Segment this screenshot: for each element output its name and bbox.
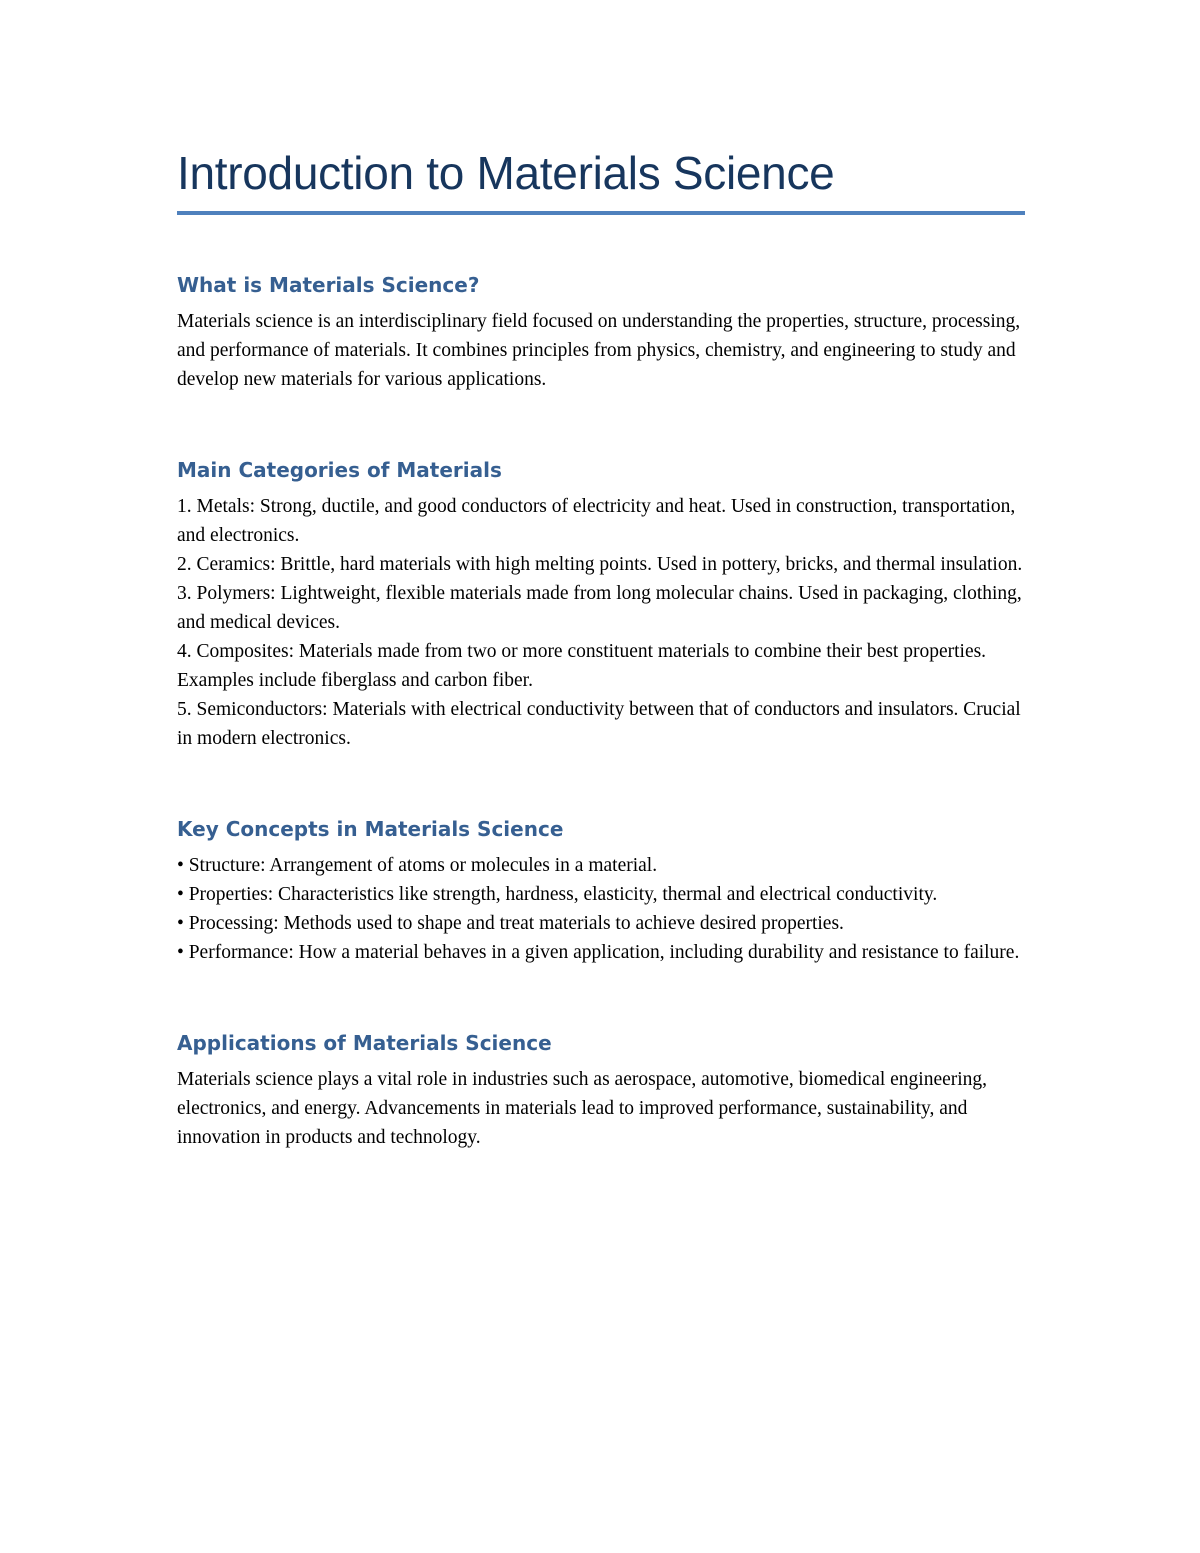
section-heading: Main Categories of Materials: [177, 458, 502, 482]
title-underline-rule: [177, 211, 1025, 215]
list-item: 2. Ceramics: Brittle, hard materials with high melting points. Used in pottery, bricks, and thermal insulation.: [177, 554, 1023, 575]
list-item: 1. Metals: Strong, ductile, and good conductors of electricity and heat. Used in construction, transportation, and electronics.: [177, 496, 1016, 546]
document-body: [177, 143, 1025, 1212]
bullet-item: • Structure: Arrangement of atoms or molecules in a material.: [177, 855, 658, 876]
section-key-concepts: [177, 813, 1025, 967]
section-what-is-materials-science: [177, 269, 1025, 394]
section-paragraph: Materials science plays a vital role in industries such as aerospace, automotive, biomedical engineering, electronics, and energy. Advancements in materials lead to improved performance, sustainability, and innovation in products and technology.: [177, 1069, 988, 1148]
section-paragraph: Materials science is an interdisciplinary field focused on understanding the properties, structure, processing, and performance of materials. It combines principles from physics, chemistry, and engineering to study and develop new materials for various applications.: [177, 311, 1021, 390]
section-heading: Key Concepts in Materials Science: [177, 817, 564, 841]
bullet-item: • Processing: Methods used to shape and treat materials to achieve desired properties.: [177, 913, 844, 934]
section-main-categories: [177, 454, 1025, 753]
list-item: 3. Polymers: Lightweight, flexible materials made from long molecular chains. Used in packaging, clothing, and medical devices.: [177, 583, 1022, 633]
document-title: Introduction to Materials Science: [177, 147, 835, 199]
bullet-item: • Properties: Characteristics like strength, hardness, elasticity, thermal and electrical conductivity.: [177, 884, 938, 905]
bullet-item: • Performance: How a material behaves in a given application, including durability and resistance to failure.: [177, 942, 1020, 963]
section-applications: [177, 1027, 1025, 1152]
section-heading: What is Materials Science?: [177, 273, 480, 297]
section-heading: Applications of Materials Science: [177, 1031, 552, 1055]
list-item: 4. Composites: Materials made from two or more constituent materials to combine their best properties. Examples include fiberglass and carbon fiber.: [177, 641, 987, 691]
list-item: 5. Semiconductors: Materials with electrical conductivity between that of conductors and insulators. Crucial in modern electronics.: [177, 699, 1021, 749]
